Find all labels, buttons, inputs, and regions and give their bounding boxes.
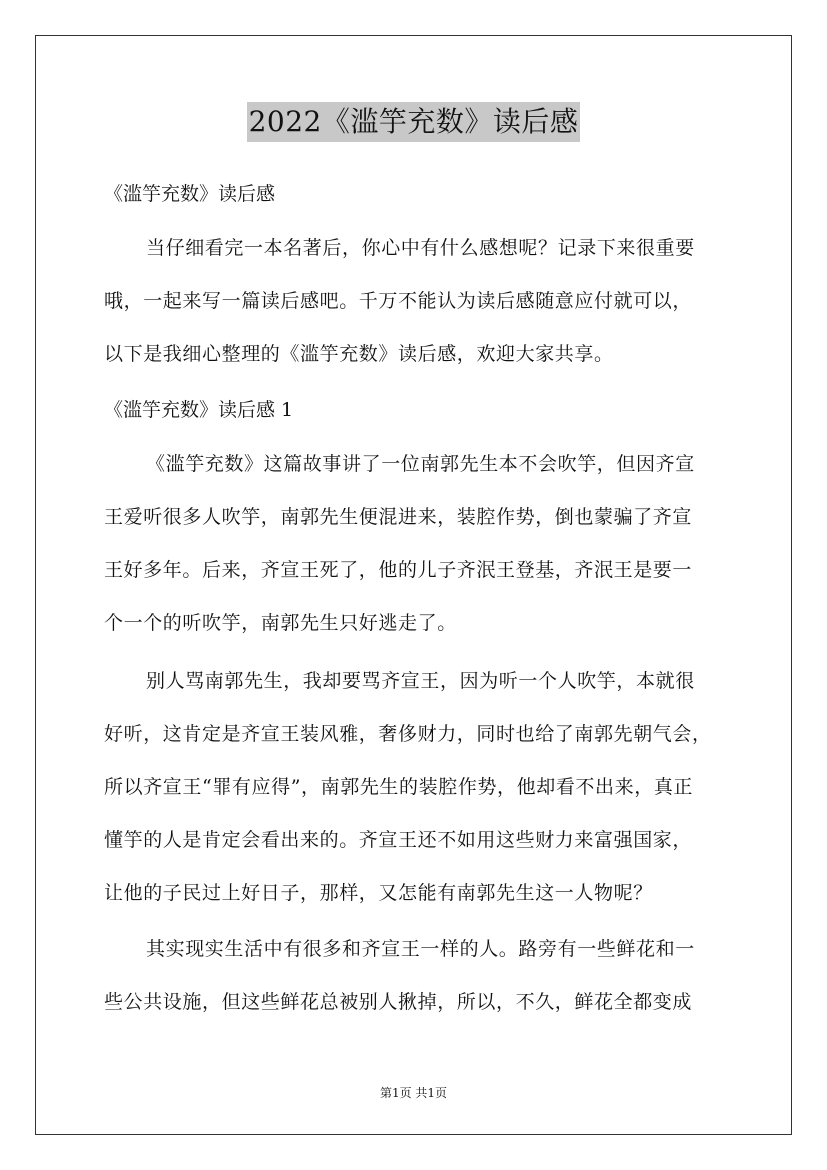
paragraph-line: 个一个的听吹竽，南郭先生只好逃走了。 xyxy=(104,612,457,634)
paragraph-line: 些公共设施，但这些鲜花总被别人揪掉，所以，不久，鲜花全都变成 xyxy=(104,991,693,1013)
paragraph-line: 别人骂南郭先生，我却要骂齐宣王，因为听一个人吹竽，本就很 xyxy=(146,670,695,692)
section-heading: 《滥竽充数》读后感 1 xyxy=(104,399,294,421)
body-paragraph-1 xyxy=(104,438,744,650)
paragraph-line: 好听，这肯定是齐宣王装风雅，奢侈财力，同时也给了南郭先朝气会， xyxy=(104,723,712,745)
title-container xyxy=(0,102,827,142)
paragraph-line: 让他的子民过上好日子，那样，又怎能有南郭先生这一人物呢？ xyxy=(104,882,653,904)
body-paragraph-3 xyxy=(104,923,744,1029)
paragraph-line: 《滥竽充数》这篇故事讲了一位南郭先生本不会吹竽，但因齐宣 xyxy=(146,453,695,475)
paragraph-line: 哦，一起来写一篇读后感吧。千万不能认为读后感随意应付就可以， xyxy=(104,290,693,312)
paragraph-line: 所以齐宣王“罪有应得”，南郭先生的装腔作势，他却看不出来，真正 xyxy=(104,776,694,798)
paragraph-line: 懂竽的人是肯定会看出来的。齐宣王还不如用这些财力来富强国家， xyxy=(104,829,693,851)
paragraph-line: 当仔细看完一本名著后，你心中有什么感想呢？记录下来很重要 xyxy=(146,237,695,259)
intro-paragraph xyxy=(104,222,744,381)
paragraph-line: 其实现实生活中有很多和齐宣王一样的人。路旁有一些鲜花和一 xyxy=(146,938,695,960)
paragraph-line: 王爱听很多人吹竽，南郭先生便混进来，装腔作势，倒也蒙骗了齐宣 xyxy=(104,506,693,528)
page-footer: 第1页 共1页 xyxy=(379,1086,448,1100)
document-title: 2022《滥竽充数》读后感 xyxy=(247,102,581,142)
paragraph-line: 王好多年。后来，齐宣王死了，他的儿子齐泯王登基，齐泯王是要一 xyxy=(104,559,693,581)
body-paragraph-2 xyxy=(104,655,744,920)
paragraph-line: 以下是我细心整理的《滥竽充数》读后感，欢迎大家共享。 xyxy=(104,343,614,365)
section-heading: 《滥竽充数》读后感 xyxy=(104,183,276,205)
